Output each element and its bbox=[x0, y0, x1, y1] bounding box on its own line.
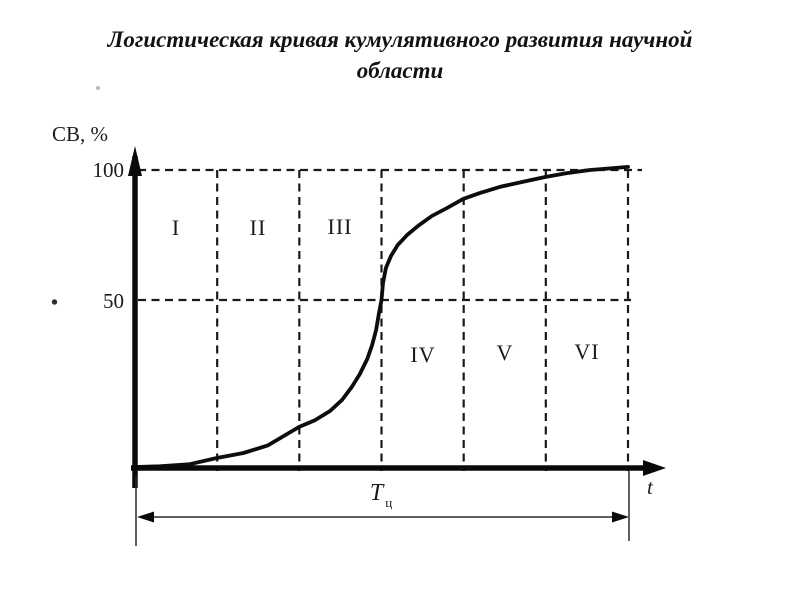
scan-speck-dot bbox=[52, 299, 57, 304]
slide-title-line1: Логистическая кривая кумулятивного развития научной bbox=[107, 27, 693, 52]
y-tick-100: 100 bbox=[92, 158, 124, 182]
cycle-subscript: ц bbox=[385, 495, 393, 510]
y-axis-label: СВ, % bbox=[52, 122, 109, 146]
x-axis-label: t bbox=[647, 475, 653, 499]
y-axis-arrowhead-icon bbox=[128, 146, 142, 176]
cycle-span-label bbox=[370, 480, 392, 511]
slide-title-line2: области bbox=[356, 58, 444, 84]
cycle-symbol: T bbox=[369, 480, 384, 506]
zone-label-4: IV bbox=[410, 342, 436, 367]
dimension-arrowhead-right-icon bbox=[612, 512, 629, 523]
x-axis-arrowhead-icon bbox=[643, 460, 666, 476]
zone-label-1: I bbox=[171, 215, 181, 240]
zone-label-5: V bbox=[496, 340, 514, 365]
zone-label-6: VI bbox=[574, 339, 600, 364]
zone-label-3: III bbox=[327, 214, 353, 239]
dashed-gridlines bbox=[138, 170, 642, 471]
zone-label-2: II bbox=[249, 215, 267, 240]
scan-speck-dot-faint bbox=[96, 86, 100, 90]
y-tick-50: 50 bbox=[103, 289, 124, 313]
dimension-arrowhead-left-icon bbox=[137, 512, 154, 523]
